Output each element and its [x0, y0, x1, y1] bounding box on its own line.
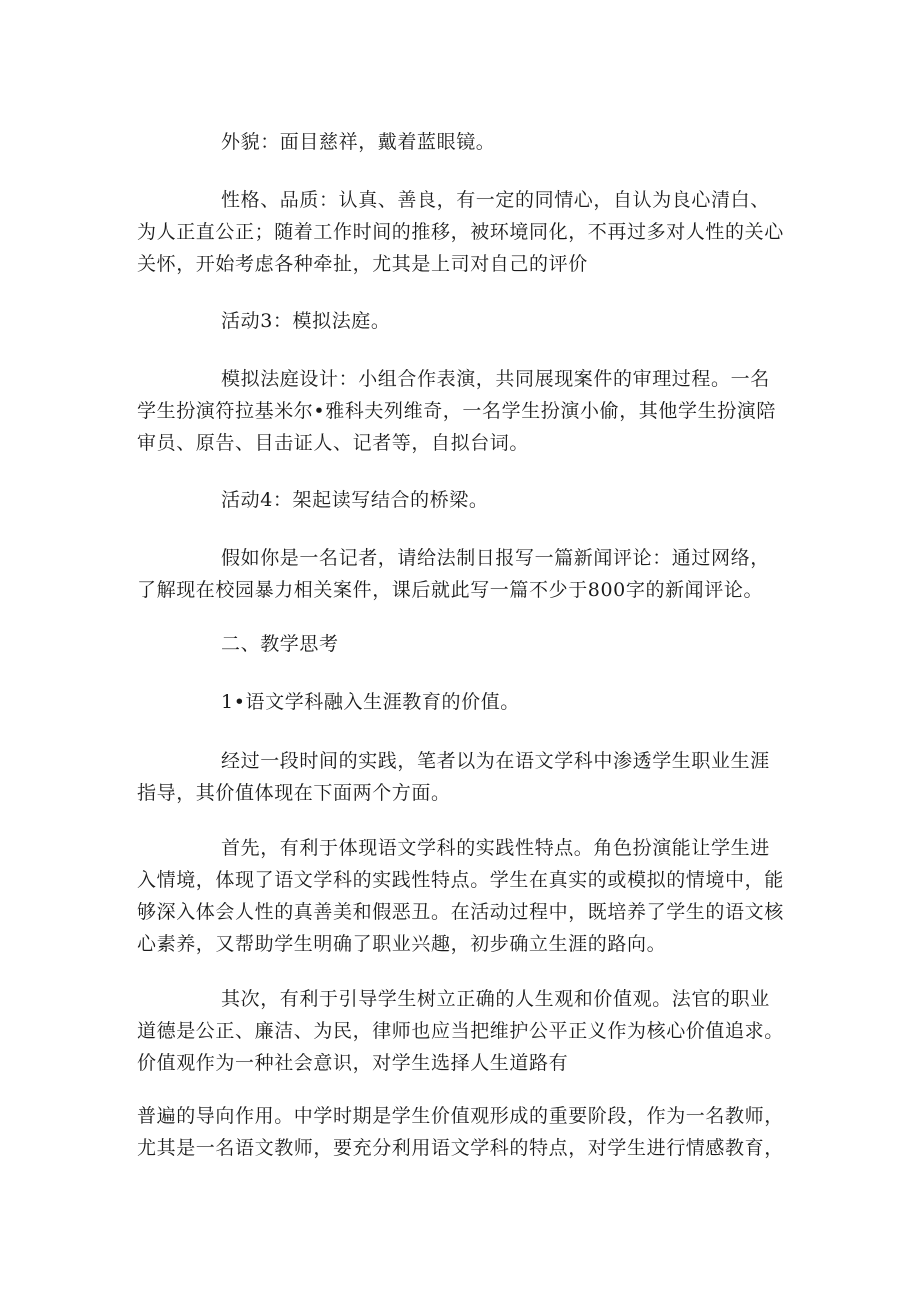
- text-line: 经过一段时间的实践，笔者以为在语文学科中渗透学生职业生涯: [221, 750, 770, 772]
- text-line: 学生扮演符拉基米尔•雅科夫列维奇，一名学生扮演小偷，其他学生扮演陪: [137, 400, 777, 422]
- text-line: 其次，有利于引导学生树立正确的人生观和价值观。法官的职业: [221, 988, 770, 1010]
- paragraph-reporter: [137, 542, 797, 606]
- text-line: 外貌：面目慈祥，戴着蓝眼镜。: [221, 131, 496, 153]
- paragraph-practice: [137, 745, 797, 809]
- text-line: 价值观作为一种社会意识，对学生选择人生道路有: [137, 1052, 569, 1074]
- text-line: 心素养，又帮助学生明确了职业兴趣，初步确立生涯的路向。: [137, 933, 667, 955]
- paragraph-second: [137, 983, 797, 1079]
- text-line: 尤其是一名语文教师，要充分利用语文学科的特点，对学生进行情感教育，: [137, 1137, 784, 1159]
- text-line: 指导，其价值体现在下面两个方面。: [137, 782, 451, 804]
- text-line: 首先，有利于体现语文学科的实践性特点。角色扮演能让学生进: [221, 837, 770, 859]
- paragraph-mock-court: [137, 363, 797, 459]
- subsection-heading: [137, 686, 797, 718]
- text-line: 性格、品质：认真、善良，有一定的同情心，自认为良心清白、: [221, 189, 770, 211]
- text-line: 活动3：模拟法庭。: [221, 310, 391, 332]
- paragraph-activity-4: [137, 484, 797, 516]
- text-line: 够深入体会人性的真善美和假恶丑。在活动过程中，既培养了学生的语文核: [137, 901, 784, 923]
- paragraph-first: [137, 832, 797, 960]
- paragraph-continued: [137, 1100, 797, 1164]
- text-line: 了解现在校园暴力相关案件，课后就此写一篇不少于800字的新闻评论。: [137, 579, 764, 601]
- text-line: 普遍的导向作用。中学时期是学生价值观形成的重要阶段，作为一名教师，: [137, 1105, 784, 1127]
- section-heading: [137, 628, 797, 660]
- paragraph-character: [137, 184, 797, 280]
- paragraph-appearance: [137, 126, 797, 158]
- text-line: 模拟法庭设计：小组合作表演，共同展现案件的审理过程。一名: [221, 368, 770, 390]
- paragraph-activity-3: [137, 305, 797, 337]
- text-line: 入情境，体现了语文学科的实践性特点。学生在真实的或模拟的情境中，能: [137, 869, 784, 891]
- text-line: 1•语文学科融入生涯教育的价值。: [221, 691, 520, 713]
- text-line: 假如你是一名记者，请给法制日报写一篇新闻评论：通过网络，: [221, 547, 770, 569]
- text-line: 道德是公正、廉洁、为民，律师也应当把维护公平正义作为核心价值追求。: [137, 1020, 784, 1042]
- text-line: 为人正直公正；随着工作时间的推移，被环境同化，不再过多对人性的关心: [137, 221, 784, 243]
- text-line: 活动4：架起读写结合的桥梁。: [221, 489, 489, 511]
- text-line: 审员、原告、目击证人、记者等，自拟台词。: [137, 432, 530, 454]
- text-line: 关怀，开始考虑各种牵扯，尤其是上司对自己的评价: [137, 253, 588, 275]
- text-line: 二、教学思考: [221, 633, 339, 655]
